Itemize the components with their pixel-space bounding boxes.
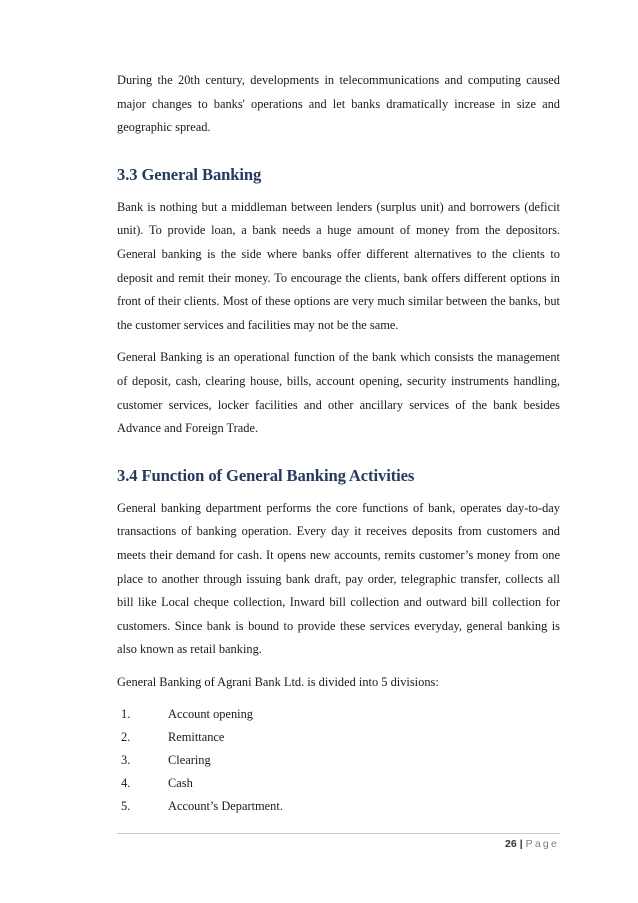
list-item-number: 1. — [121, 707, 131, 722]
list-item — [117, 772, 560, 795]
paragraph-general-banking-1: Bank is nothing but a middleman between lenders (surplus unit) and borrowers (deficit unit). To provide loan, a bank needs a huge amount of money from the depositors. General banking is the side where banks offer different alternatives to the clients to deposit and remit their money. To encourage the clients, bank offers different options in front of their clients. Most of these options are very much similar between the banks, but the customer services and facilities may not be the same. — [117, 199, 560, 332]
list-item-number: 2. — [121, 730, 131, 745]
list-item-text: Clearing — [168, 753, 211, 768]
page-footer — [505, 838, 559, 850]
list-item-text: Account’s Department. — [168, 799, 283, 814]
list-item-text: Cash — [168, 776, 193, 791]
list-item — [117, 749, 560, 772]
intro-paragraph: During the 20th century, developments in telecommunications and computing caused major changes to banks' operations and let banks dramatically increase in size and geographic spread. — [117, 73, 560, 135]
list-item-text: Account opening — [168, 707, 253, 722]
list-item-text: Remittance — [168, 730, 225, 745]
list-item — [117, 703, 560, 726]
list-item-number: 4. — [121, 776, 131, 791]
list-item-number: 5. — [121, 799, 131, 814]
footer-divider — [117, 833, 560, 834]
list-item-number: 3. — [121, 753, 131, 768]
page-word: Page — [525, 838, 559, 850]
paragraph-general-banking-2: General Banking is an operational function of the bank which consists the management of deposit, cash, clearing house, bills, account opening, security instruments handling, customer services, locker facilities and other ancillary services of the bank besides Advance and Foreign Trade. — [117, 350, 560, 436]
list-item — [117, 795, 560, 818]
section-heading-3-4: 3.4 Function of General Banking Activities — [117, 465, 415, 485]
divisions-list — [117, 703, 560, 818]
paragraph-functions-1: General banking department performs the core functions of bank, operates day-to-day transactions of banking operation. Every day it receives deposits from customers and meets their demand for cash. It opens new accounts, remits customer’s money from one place to another through issuing bank draft, pay order, telegraphic transfer, collects all bill like Local cheque collection, Inward bill collection and outward bill collection for customers. Since bank is bound to provide these services everyday, general banking is also known as retail banking. — [117, 500, 560, 657]
page-content — [117, 69, 560, 818]
page-number: 26 — [505, 838, 517, 850]
paragraph-functions-2: General Banking of Agrani Bank Ltd. is divided into 5 divisions: — [117, 674, 439, 689]
list-item — [117, 726, 560, 749]
section-heading-3-3: 3.3 General Banking — [117, 164, 262, 184]
footer-separator: | — [519, 838, 523, 850]
